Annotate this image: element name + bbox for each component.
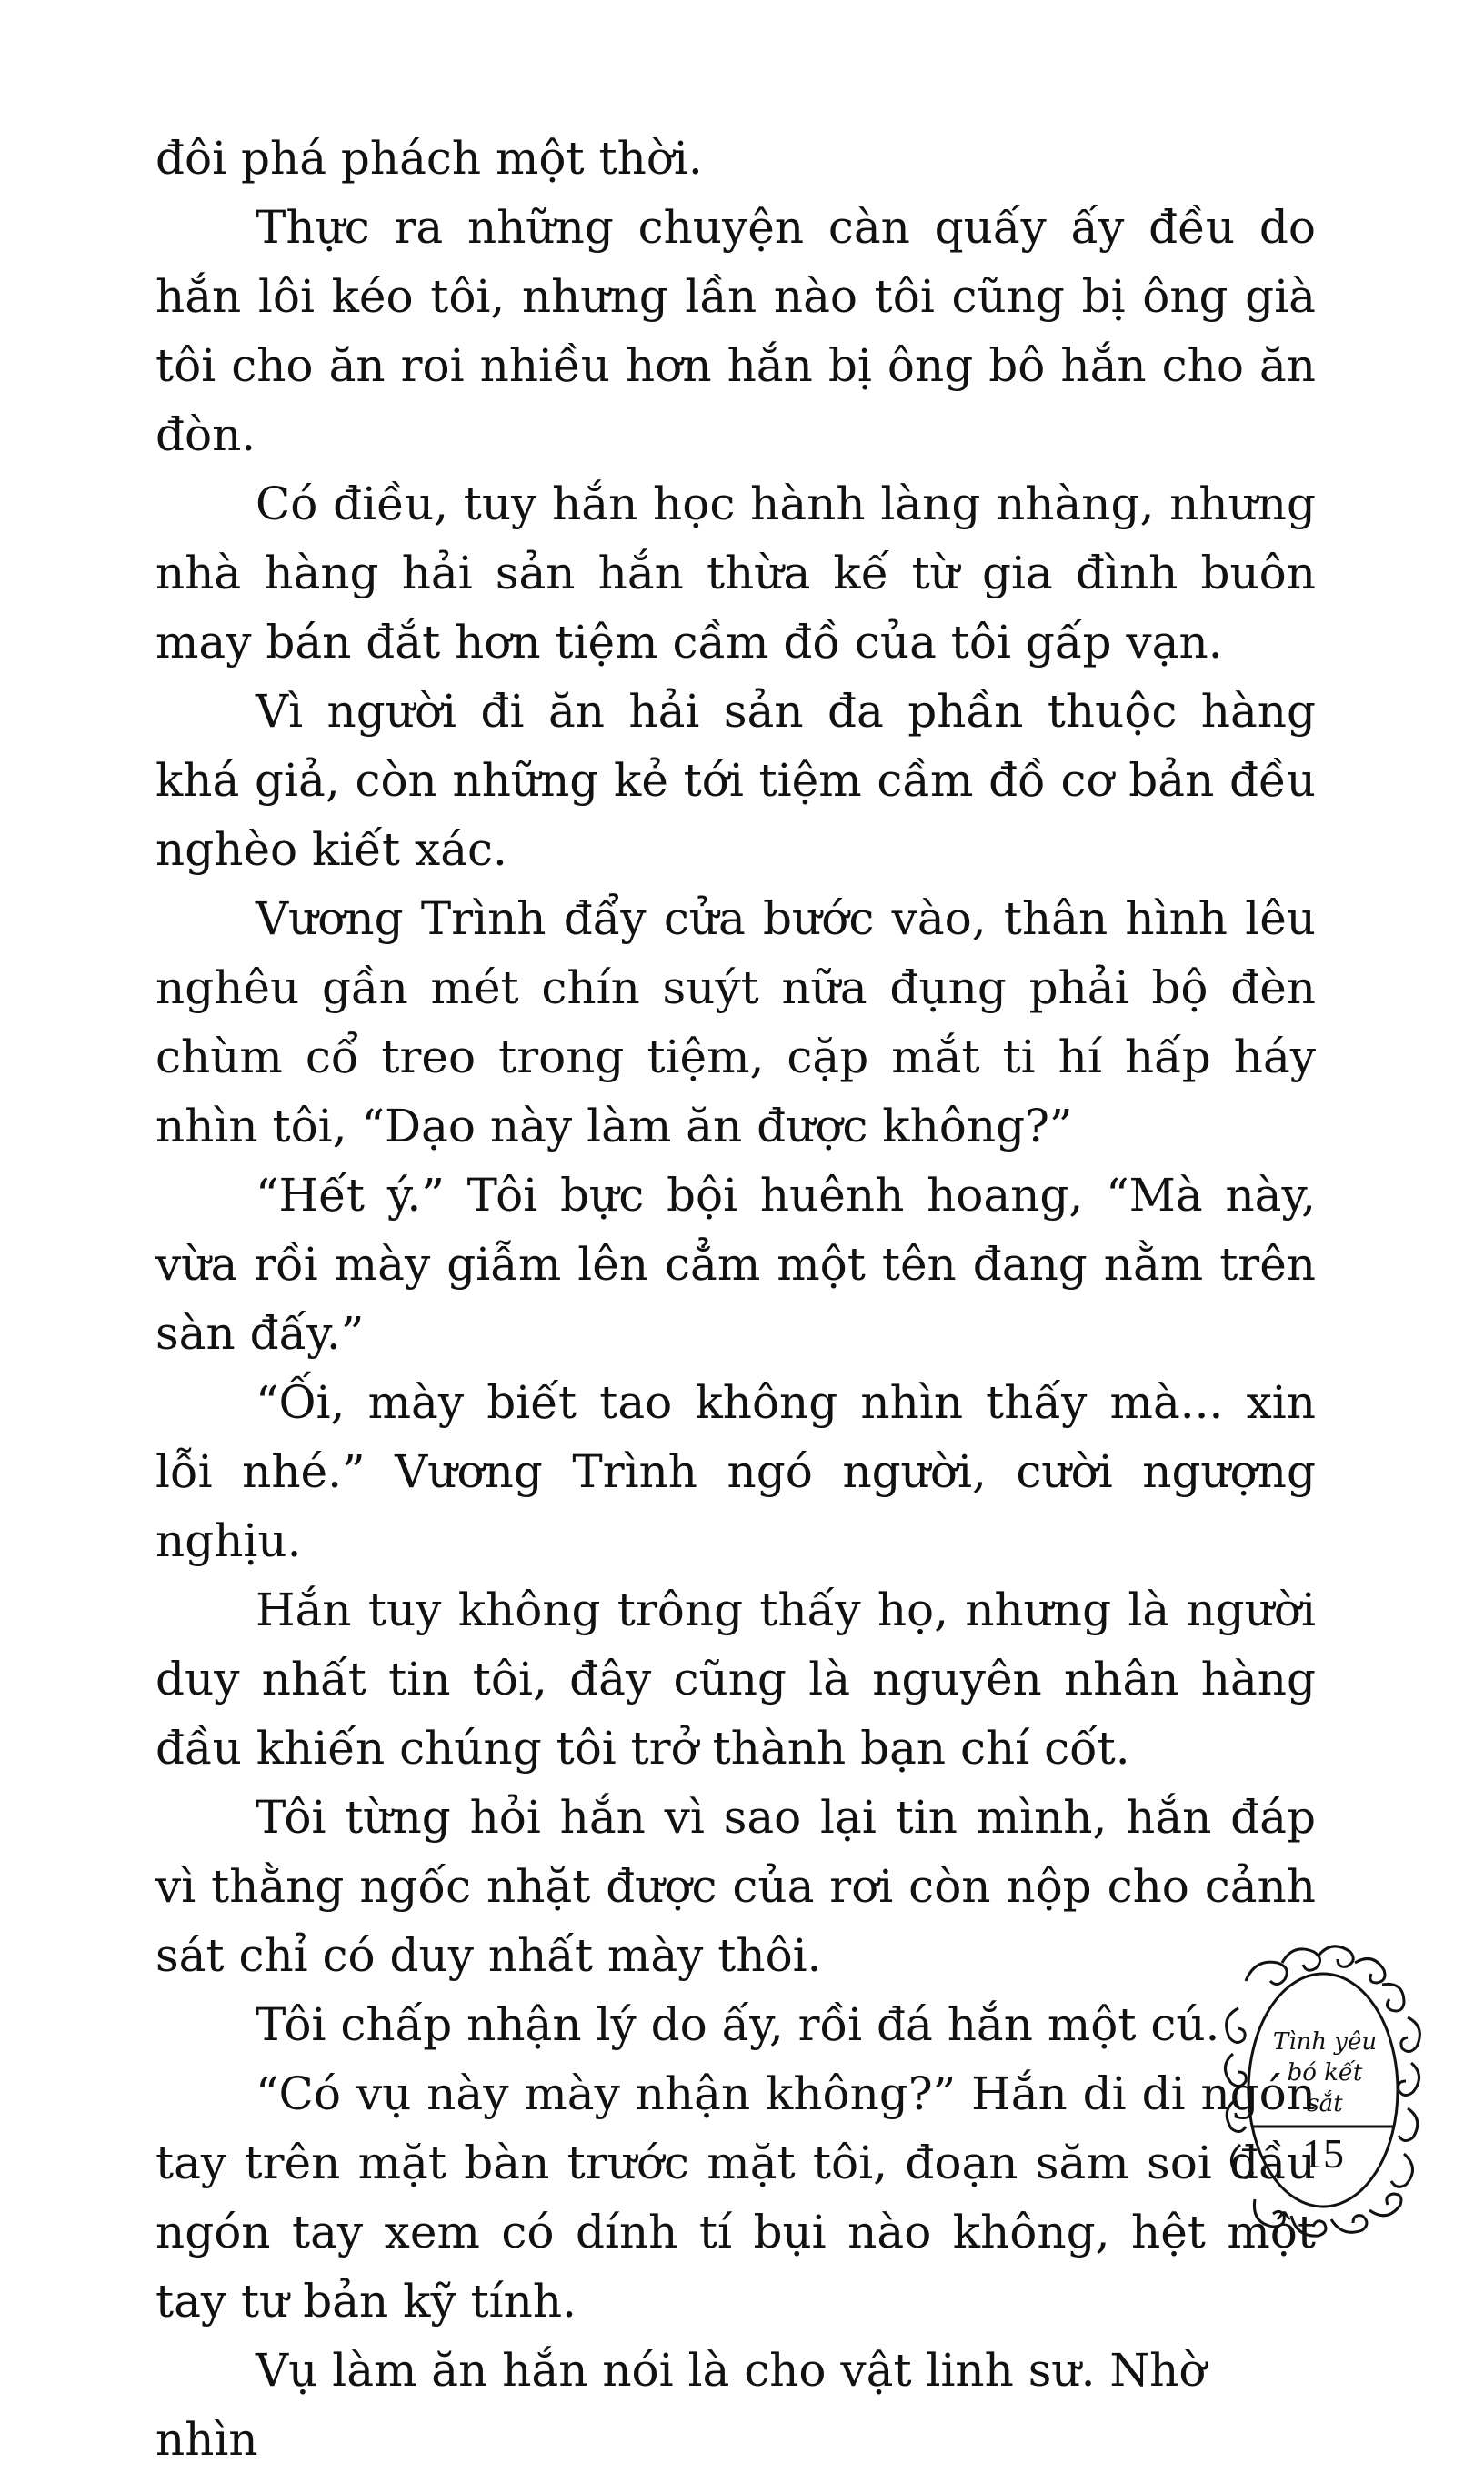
paragraph: Tôi chấp nhận lý do ấy, rồi đá hắn một cú. [256, 1998, 1220, 2051]
body-text [155, 124, 1316, 2474]
paragraph: “Có vụ này mày nhận không?” Hắn di di ngón tay trên mặt bàn trước mặt tôi, đoạn săm soi đầu ngón tay xem có dính tí bụi nào không, hệt một tay tư bản kỹ tính. [155, 2067, 1316, 2328]
book-title [1266, 2026, 1384, 2119]
paragraph: Vì người đi ăn hải sản đa phần thuộc hàng khá giả, còn những kẻ tới tiệm cầm đồ cơ bản đều nghèo kiết xác. [155, 685, 1316, 876]
book-title-line: bó kết sắt [1287, 2059, 1363, 2117]
paragraph: Vụ làm ăn hắn nói là cho vật linh sư. Nhờ nhìn [155, 2344, 1207, 2466]
paragraph: Có điều, tuy hắn học hành làng nhàng, nhưng nhà hàng hải sản hắn thừa kế từ gia đình buôn may bán đắt hơn tiệm cầm đồ của tôi gấp vạn. [155, 478, 1316, 669]
paragraph: đôi phá phách một thời. [155, 132, 703, 185]
paragraph: Tôi từng hỏi hắn vì sao lại tin mình, hắn đáp vì thằng ngốc nhặt được của rơi còn nộp cho cảnh sát chỉ có duy nhất mày thôi. [155, 1791, 1316, 1982]
paragraph: “Hết ý.” Tôi bực bội huênh hoang, “Mà này, vừa rồi mày giẫm lên cẳm một tên đang nằm trên sàn đấy.” [155, 1169, 1316, 1360]
page-number: 15 [1302, 2130, 1344, 2177]
paragraph: Vương Trình đẩy cửa bước vào, thân hình lêu nghêu gần mét chín suýt nữa đụng phải bộ đèn chùm cổ treo trong tiệm, cặp mắt ti hí hấp háy nhìn tôi, “Dạo này làm ăn được không?” [155, 892, 1316, 1152]
paragraph: “Ối, mày biết tao không nhìn thấy mà... xin lỗi nhé.” Vương Trình ngó người, cười ngượng nghịu. [155, 1376, 1316, 1567]
paragraph: Thực ra những chuyện càn quấy ấy đều do hắn lôi kéo tôi, nhưng lần nào tôi cũng bị ông già tôi cho ăn roi nhiều hơn hắn bị ông bô hắn cho ăn đòn. [155, 201, 1316, 461]
book-title-line: Tình yêu [1272, 2028, 1378, 2056]
page-ornament [1218, 1926, 1428, 2254]
paragraph: Hắn tuy không trông thấy họ, nhưng là người duy nhất tin tôi, đây cũng là nguyên nhân hàng đầu khiến chúng tôi trở thành bạn chí cốt. [155, 1584, 1316, 1775]
